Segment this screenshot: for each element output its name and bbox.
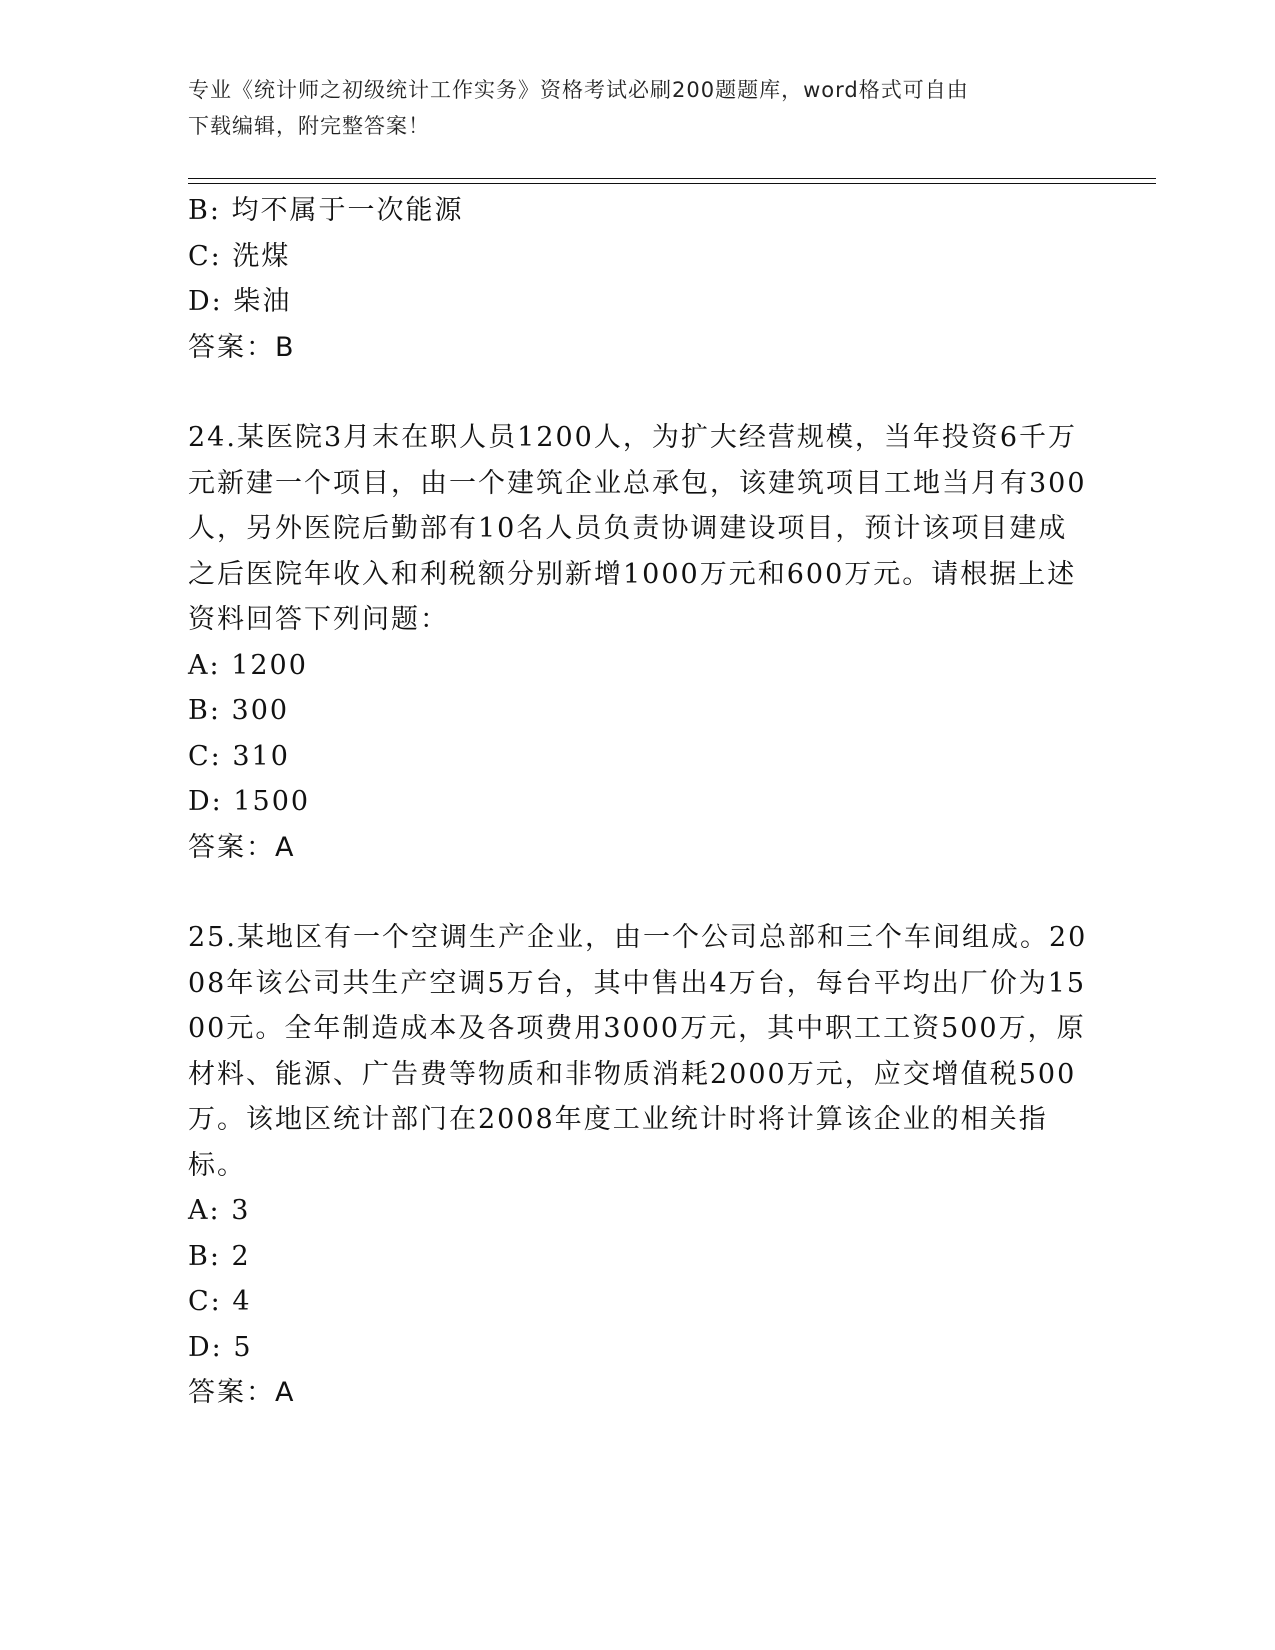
option-label: D: [188, 786, 212, 817]
question-number: 24.: [188, 422, 237, 453]
option-label: B: [188, 695, 210, 726]
question-body: 某医院3月末在职人员1200人，为扩大经营规模，当年投资6千万元新建一个项目，由一个建筑企业总承包，该建筑项目工地当月有300人，另外医院后勤部有10名人员负责协调建设项目，预计该项目建成之后医院年收入和利税额分别新增1000万元和600万元。请根据上述资料回答下列问题：: [188, 422, 1087, 635]
option-text: 洗煤: [232, 240, 291, 272]
previous-question-tail: [188, 188, 1088, 370]
option-text: 2: [231, 1240, 251, 1272]
document-body: [188, 188, 1088, 1416]
header-divider-bottom: [188, 183, 1156, 184]
option-text: 1500: [233, 786, 311, 817]
option-text: 300: [231, 695, 290, 726]
spacer: [188, 870, 1088, 915]
option-label: C: [188, 740, 211, 772]
option-label: B: [188, 1240, 210, 1272]
option-c: C: 4: [188, 1286, 252, 1317]
option-d: D: 柴油: [188, 286, 292, 317]
header-divider-top: [188, 178, 1156, 179]
document-header: [188, 72, 1068, 144]
option-text: 4: [232, 1286, 252, 1317]
option-text: 310: [232, 740, 290, 772]
option-a: A: 3: [188, 1195, 251, 1226]
spacer: [188, 370, 1088, 415]
option-c: C: 洗煤: [188, 240, 291, 272]
option-a: A: 1200: [188, 649, 308, 681]
option-text: 1200: [231, 649, 308, 681]
option-text: 3: [231, 1195, 251, 1226]
option-label: A: [188, 649, 210, 681]
option-text: 均不属于一次能源: [231, 195, 464, 226]
answer-line: 答案：B: [188, 331, 296, 363]
question-body: 某地区有一个空调生产企业，由一个公司总部和三个车间组成。2008年该公司共生产空调5万台，其中售出4万台，每台平均出厂价为1500元。全年制造成本及各项费用3000万元，其中职工工资500万，原材料、能源、广告费等物质和非物质消耗2000万元，应交增值税500万。该地区统计部门在2008年度工业统计时将计算该企业的相关指标。: [188, 922, 1088, 1181]
option-b: B: 均不属于一次能源: [188, 195, 464, 226]
option-label: D: [188, 1331, 212, 1363]
header-line-1: 专业《统计师之初级统计工作实务》资格考试必刷200题题库，word格式可自由: [188, 78, 969, 102]
option-label: C: [188, 240, 211, 272]
question-text: [188, 915, 1088, 1188]
option-label: D: [188, 286, 212, 317]
question-number: 25.: [188, 922, 237, 953]
option-d: D: 5: [188, 1331, 253, 1363]
option-text: 柴油: [233, 286, 292, 317]
option-b: B: 300: [188, 695, 290, 726]
answer-line: 答案：A: [188, 1377, 296, 1408]
option-label: A: [188, 1195, 210, 1226]
option-b: B: 2: [188, 1240, 251, 1272]
option-c: C: 310: [188, 740, 290, 772]
question-24: [188, 415, 1088, 870]
header-line-2: 下载编辑，附完整答案！: [188, 114, 430, 138]
question-text: [188, 415, 1088, 643]
option-d: D: 1500: [188, 786, 311, 817]
option-label: B: [188, 195, 210, 226]
question-25: [188, 915, 1088, 1416]
answer-line: 答案：A: [188, 831, 296, 863]
option-label: C: [188, 1286, 211, 1317]
option-text: 5: [233, 1331, 253, 1363]
